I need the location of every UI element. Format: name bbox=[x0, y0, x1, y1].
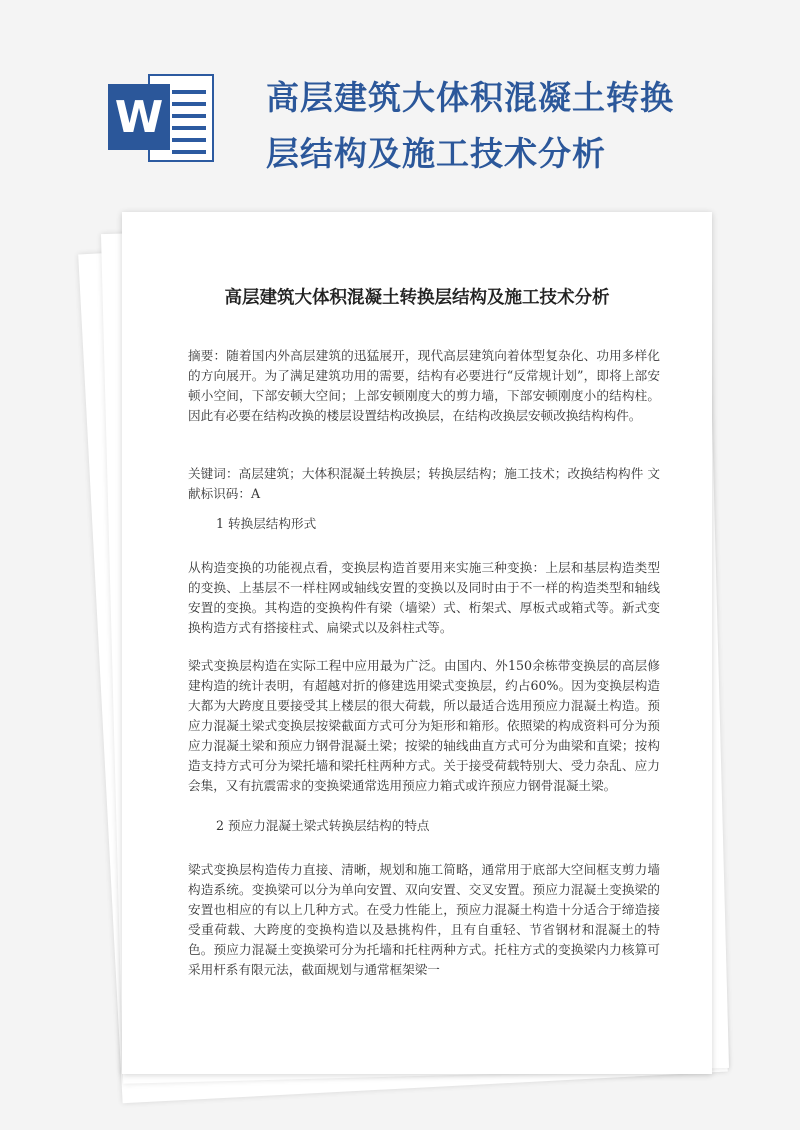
body-paragraph-2: 梁式变换层构造在实际工程中应用最为广泛。由国内、外150余栋带变换层的高层修建构造的统计表明，有超越对折的修建选用梁式变换层，约占60%。因为变换层构造大都为大跨度且要接受其上楼层的很大荷载，所以最适合选用预应力混凝土构造。预应力混凝土梁式变换层按梁截面方式可分为矩形和箱形。依照梁的构成资料可分为预应力混凝土梁和预应力钢骨混凝土梁；按梁的轴线曲直方式可分为曲梁和直梁；按构造支持方式可分为梁托墙和梁托柱两种方式。关于接受荷载特别大、受力杂乱、应力会集，又有抗震需求的变换梁通常选用预应力箱式或许预应力钢骨混凝土梁。 bbox=[188, 658, 660, 793]
word-document-icon bbox=[108, 70, 216, 166]
document-page bbox=[122, 212, 712, 1074]
section-heading-2: 2 预应力混凝土梁式转换层结构的特点 bbox=[216, 818, 430, 833]
document-title: 高层建筑大体积混凝土转换层结构及施工技术分析 bbox=[224, 288, 610, 308]
body-paragraph-3: 梁式变换层构造传力直接、清晰，规划和施工简略，通常用于底部大空间框支剪力墙构造系统。变换梁可以分为单向安置、双向安置、交叉安置。预应力混凝土变换梁的安置也相应的有以上几种方式。在受力性能上，预应力混凝土构造十分适合于缔造接受重荷载、大跨度的变换构造以及悬挑构件，且有自重轻、节省钢材和混凝土的特色。预应力混凝土变换梁可分为托墙和托柱两种方式。托柱方式的变换梁内力核算可采用杆系有限元法，截面规划与通常框架梁一 bbox=[188, 862, 660, 977]
section-heading-1: 1 转换层结构形式 bbox=[216, 516, 317, 531]
header-title: 高层建筑大体积混凝土转换层结构及施工技术分析 bbox=[266, 78, 674, 173]
word-letter-badge: W bbox=[108, 84, 170, 150]
header-band bbox=[0, 0, 800, 210]
abstract-paragraph: 摘要：随着国内外高层建筑的迅猛展开，现代高层建筑向着体型复杂化、功用多样化的方向展开。为了满足建筑功用的需要，结构有必要进行“反常规计划”，即将上部安顿小空间，下部安顿大空间；上部安顿刚度大的剪力墙，下部安顿刚度小的结构柱。因此有必要在结构改换的楼层设置结构改换层，在结构改换层安顿改换结构构件。 bbox=[188, 348, 660, 423]
body-paragraph-1: 从构造变换的功能视点看，变换层构造首要用来实施三种变换：上层和基层构造类型的变换、上基层不一样柱网或轴线安置的变换以及同时由于不一样的构造类型和轴线安置的变换。其构造的变换构件有梁（墙梁）式、桁架式、厚板式或箱式等。新式变换构造方式有搭接柱式、扁梁式以及斜柱式等。 bbox=[188, 560, 660, 635]
keywords-paragraph: 关键词：高层建筑；大体积混凝土转换层；转换层结构；施工技术；改换结构构件 文献标识码：A bbox=[188, 466, 660, 501]
